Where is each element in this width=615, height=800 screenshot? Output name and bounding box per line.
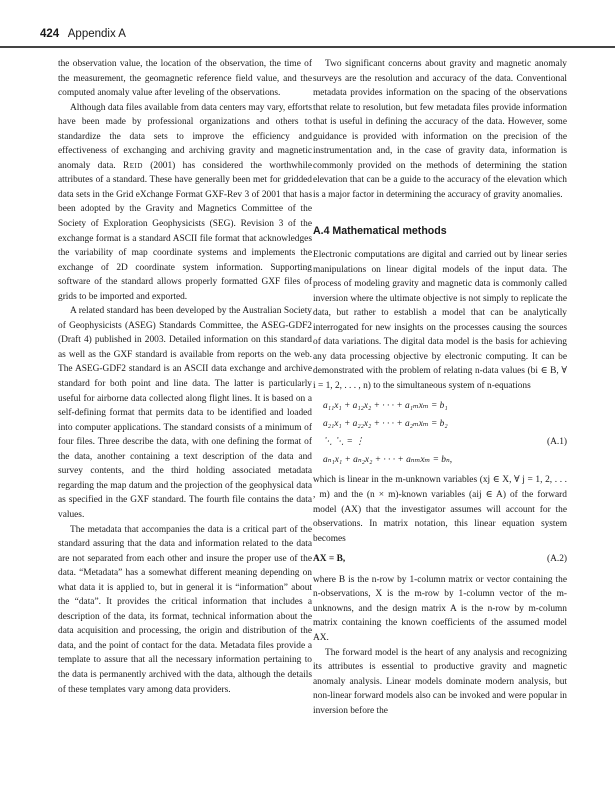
paragraph: The forward model is the heart of any analysis and recognizing its attributes is essential to productive gravity and magnetic anomaly analysis. Linear models dominate modern analysis, but non-linear forward models also can be invoked and were popular in inversion before the xyxy=(313,647,567,716)
page-number: 424 xyxy=(40,28,60,40)
paragraph: Two significant concerns about gravity and magnetic anomaly surveys are the resolution and accuracy of the data. Conventional metadata provides information on the spacing of the observations that relate to resolution, but few metadata files provide information that is useful in defining the accuracy of the data. However, some guidance is provided with information on the precision of the instrumentation and, in the case of gravity data, information is commonly provided on the methods of determining the station elevation that can be a guide to the accuracy of the elevation which is a major factor in determining the accuracy of gravity anomalies. xyxy=(313,59,567,200)
header-rule xyxy=(0,46,615,48)
equation-number: (A.2) xyxy=(546,554,567,565)
matrix-equation xyxy=(313,552,567,567)
equation: AX = B, xyxy=(313,554,346,565)
running-title: Appendix A xyxy=(67,28,126,40)
section-heading: A.4 Mathematical methods xyxy=(313,225,447,238)
equation-row: a₂₁x₁ + a₂₂x₂ + · · · + a₂ₘxₘ = b₂ xyxy=(323,419,448,430)
paragraph: where B is the n-row by 1-column matrix or vector containing the n-observations, X is the m-row by 1-column vector of the m-unknowns, and the design matrix A is the n-row by m-column matrix containing the known coefficients of the assumed model AX. xyxy=(313,574,567,643)
equation-row: ⋱ ⋱ = ⋮ (A.1) xyxy=(323,433,567,451)
paragraph: The metadata that accompanies the data is a critical part of the standard assuring that the data and information related to the data are not separated from each other and insure the proper use of the data. “Metadata” has a somewhat different meaning depending on what data it is applied to, but in general it is “information” about the “data”. It provides the critical information that includes a description of the data, its format, technical information about the data acquisition and processing, the origin and distribution of the data, and the point of contact for the data. Metadata files provide a template to assure that all the necessary information pertaining to the data is permanently archived with the data, although the details of these templates vary among data providers. xyxy=(58,524,312,695)
paragraph: Electronic computations are digital and carried out by linear series manipulations on linear digital models of the input data. The process of modeling gravity and magnetic data is commonly called inversion where the ultimate objective is not simply to replicate the data, but rather to establish a model that can be analytically interrogated for new insights on the processes causing the sources of data variations. The digital data model is the basis for achieving any data processing objective by electronic computing. It can be demonstrated with the problem of relating n-data values (bi ∈ B, ∀ i = 1, 2, . . . , n) to the simultaneous system of n-equations xyxy=(313,250,567,391)
right-column xyxy=(313,57,567,718)
equation-number: (A.1) xyxy=(546,437,567,448)
paragraph: which is linear in the m-unknown variables (xj ∈ X, ∀ j = 1, 2, . . . , m) and the (n × m)-known variables (aij ∈ A) of the forward model (AX) that the investigator assumes will account for the observations. In matrix notation, this linear equation system becomes xyxy=(313,475,567,544)
equation-row: aₙ₁x₁ + aₙ₂x₂ + · · · + aₙₘxₘ = bₙ, xyxy=(323,455,453,466)
paragraph: the observation value, the location of the observation, the time of the measurement, the geomagnetic reference field value, and the computed anomaly value after leveling of the observations. xyxy=(58,59,312,99)
author-citation: Reid xyxy=(122,160,143,171)
running-header xyxy=(40,28,126,40)
equation-row: a₁₁x₁ + a₁₂x₂ + · · · + a₁ₘxₘ = b₁ xyxy=(323,401,448,412)
paragraph: A related standard has been developed by the Australian Society of Geophysicists (ASEG) Standards Committee, the ASEG-GDF2 (Draft 4) published in 2003. Detailed information on this standard as well as the GXF standard is available from reports on the web. The ASEG-GDF2 standard is an ASCII data exchange and archive standard for both point and line data. The latter is particularly useful for airborne data collected along flight lines. It is based on a self-defining format that permits data to be identified and loaded into computer applications. The standard consists of a minimum of four files. Three describe the data, with one defining the format of the data, another containing a text description of the data and survey contents, and the third holding associated metadata regarding the map datum and the projection of the geophysical data as specified in the GXF standard. The fourth file contains the data values. xyxy=(58,306,312,520)
left-column xyxy=(58,57,312,697)
equation-system xyxy=(313,397,567,469)
paragraph: Although data files available from data centers may vary, efforts have been made by professional organizations and others to standardize the data sets to improve the efficiency and effectiveness of exchanging and archiving gravity and magnetic anomaly data. Reid (2001) has considered the worthwhile attributes of a standard. These have generally been met for gridded data sets in the Grid eXchange Format GXF-Rev 3 of 2001 that has been adopted by the Gravity and Magnetics Committee of the Society of Exploration Geophysicists (SEG). Revision 3 of the exchange format is a standard ASCII file format that acknowledges the variability of map coordinate systems and implements the exchange of 2D coordinate system information. Supporting software of the standard allows properly formatted GXF files of grids to be imported and exported. xyxy=(58,102,312,302)
